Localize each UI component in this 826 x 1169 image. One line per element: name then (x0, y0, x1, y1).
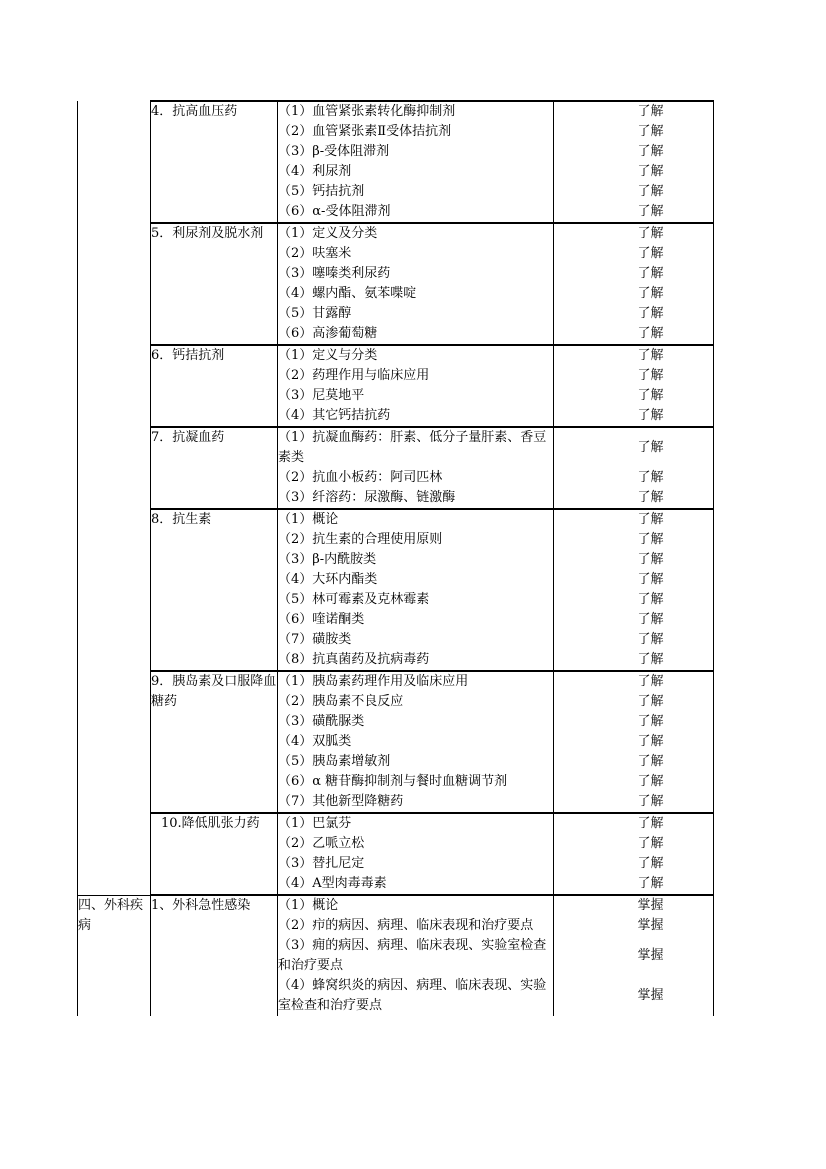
topic-group-row (78, 345, 714, 427)
requirement-levels (554, 895, 714, 1016)
requirement-level: 了解 (637, 246, 664, 261)
content-item: （1）胰岛素药理作用及临床应用 (278, 674, 469, 689)
topic-title: 6．钙拮抗剂 (151, 345, 278, 427)
content-items (278, 671, 554, 813)
requirement-level: 掌握 (637, 988, 664, 1003)
content-item: （3）磺酰脲类 (278, 714, 365, 729)
topic-group-row (78, 813, 714, 895)
topic-group-row (78, 223, 714, 345)
content-items (278, 509, 554, 671)
content-item: （5）林可霉素及克林霉素 (278, 592, 430, 607)
content-items (278, 345, 554, 427)
requirement-level: 了解 (637, 674, 664, 689)
content-items (278, 223, 554, 345)
requirement-levels (554, 671, 714, 813)
content-item: （5）甘露醇 (278, 306, 352, 321)
section-title: 四、外科疾病 (78, 895, 151, 1016)
requirement-level: 了解 (637, 408, 664, 423)
content-item: （4）利尿剂 (278, 164, 352, 179)
requirement-level: 了解 (637, 572, 664, 587)
topic-group-row (78, 427, 714, 509)
requirement-level: 了解 (637, 306, 664, 321)
requirement-level: 了解 (637, 592, 664, 607)
requirement-levels (554, 427, 714, 509)
topic-group-row (78, 671, 714, 813)
content-items (278, 427, 554, 509)
requirement-level: 了解 (637, 512, 664, 527)
requirement-level: 了解 (637, 440, 664, 455)
requirement-level: 了解 (637, 204, 664, 219)
content-item: （3）痈的病因、病理、临床表现、实验室检查和治疗要点 (278, 938, 547, 973)
requirement-level: 了解 (637, 348, 664, 363)
content-item: （1）巴氯芬 (278, 816, 352, 831)
requirement-level: 了解 (637, 184, 664, 199)
content-item: （3）替扎尼定 (278, 856, 365, 871)
content-item: （3）噻嗪类利尿药 (278, 266, 391, 281)
content-item: （7）其他新型降糖药 (278, 794, 404, 809)
requirement-level: 了解 (637, 532, 664, 547)
content-item: （3）β-内酰胺类 (278, 552, 377, 567)
content-item: （1）概论 (278, 898, 339, 913)
topic-title: 4．抗高血压药 (151, 101, 278, 223)
content-item: （4）螺内酯、氨苯喋啶 (278, 286, 417, 301)
requirement-level: 了解 (637, 226, 664, 241)
section-title (78, 101, 151, 895)
topic-title: 9．胰岛素及口服降血糖药 (151, 671, 278, 813)
requirement-level: 了解 (637, 144, 664, 159)
content-item: （2）乙哌立松 (278, 836, 365, 851)
content-item: （1）概论 (278, 512, 339, 527)
syllabus-table (77, 100, 714, 1016)
topic-title: 10.降低肌张力药 (151, 813, 278, 895)
content-item: （4）蜂窝织炎的病因、病理、临床表现、实验室检查和治疗要点 (278, 978, 547, 1013)
topic-title: 5．利尿剂及脱水剂 (151, 223, 278, 345)
topic-group-row (78, 509, 714, 671)
requirement-level: 了解 (637, 836, 664, 851)
topic-group-row (78, 895, 714, 1016)
content-item: （5）钙拮抗剂 (278, 184, 365, 199)
content-item: （4）双胍类 (278, 734, 352, 749)
content-item: （2）药理作用与临床应用 (278, 368, 430, 383)
requirement-level: 了解 (637, 326, 664, 341)
content-item: （2）抗生素的合理使用原则 (278, 532, 443, 547)
content-items (278, 895, 554, 1016)
requirement-levels (554, 509, 714, 671)
content-item: （1）定义及分类 (278, 226, 378, 241)
topic-title: 7．抗凝血药 (151, 427, 278, 509)
requirement-level: 了解 (637, 856, 664, 871)
content-item: （4）其它钙拮抗药 (278, 408, 391, 423)
content-item: （2）抗血小板药：阿司匹林 (278, 470, 443, 485)
content-items (278, 101, 554, 223)
content-item: （6）喹诺酮类 (278, 612, 365, 627)
requirement-level: 了解 (637, 816, 664, 831)
content-item: （1）血管紧张素转化酶抑制剂 (278, 104, 456, 119)
content-item: （1）定义与分类 (278, 348, 378, 363)
content-item: （3）纤溶药：尿激酶、链激酶 (278, 490, 456, 505)
requirement-level: 了解 (637, 368, 664, 383)
content-item: （6）α-受体阻滞剂 (278, 204, 391, 219)
requirement-level: 了解 (637, 652, 664, 667)
requirement-level: 了解 (637, 694, 664, 709)
requirement-level: 了解 (637, 286, 664, 301)
content-item: （1）抗凝血酶药：肝素、低分子量肝素、香豆素类 (278, 430, 547, 465)
content-item: （3）尼莫地平 (278, 388, 365, 403)
requirement-level: 了解 (637, 754, 664, 769)
topic-title: 8．抗生素 (151, 509, 278, 671)
topic-title: 1、外科急性感染 (151, 895, 278, 1016)
content-item: （2）血管紧张素Ⅱ受体拮抗剂 (278, 124, 452, 139)
content-item: （4）大环内酯类 (278, 572, 378, 587)
content-items (278, 813, 554, 895)
requirement-level: 了解 (637, 714, 664, 729)
content-item: （2）疖的病因、病理、临床表现和治疗要点 (278, 918, 534, 933)
requirement-levels (554, 223, 714, 345)
content-item: （4）A型肉毒毒素 (278, 876, 387, 891)
requirement-level: 了解 (637, 124, 664, 139)
requirement-level: 了解 (637, 552, 664, 567)
requirement-level: 了解 (637, 774, 664, 789)
requirement-level: 了解 (637, 734, 664, 749)
requirement-level: 了解 (637, 164, 664, 179)
content-item: （2）呋塞米 (278, 246, 352, 261)
content-item: （6）α 糖苷酶抑制剂与餐时血糖调节剂 (278, 774, 508, 789)
requirement-level: 了解 (637, 470, 664, 485)
requirement-level: 掌握 (637, 898, 664, 913)
requirement-level: 了解 (637, 490, 664, 505)
requirement-level: 了解 (637, 876, 664, 891)
content-item: （3）β-受体阻滞剂 (278, 144, 390, 159)
requirement-level: 掌握 (637, 918, 664, 933)
requirement-level: 了解 (637, 794, 664, 809)
requirement-level: 了解 (637, 612, 664, 627)
requirement-level: 了解 (637, 388, 664, 403)
requirement-level: 了解 (637, 632, 664, 647)
requirement-level: 掌握 (637, 948, 664, 963)
content-item: （5）胰岛素增敏剂 (278, 754, 391, 769)
requirement-levels (554, 345, 714, 427)
topic-group-row (78, 101, 714, 223)
requirement-levels (554, 101, 714, 223)
requirement-level: 了解 (637, 266, 664, 281)
requirement-level: 了解 (637, 104, 664, 119)
requirement-levels (554, 813, 714, 895)
content-item: （7）磺胺类 (278, 632, 352, 647)
content-item: （8）抗真菌药及抗病毒药 (278, 652, 430, 667)
content-item: （2）胰岛素不良反应 (278, 694, 404, 709)
content-item: （6）高渗葡萄糖 (278, 326, 378, 341)
